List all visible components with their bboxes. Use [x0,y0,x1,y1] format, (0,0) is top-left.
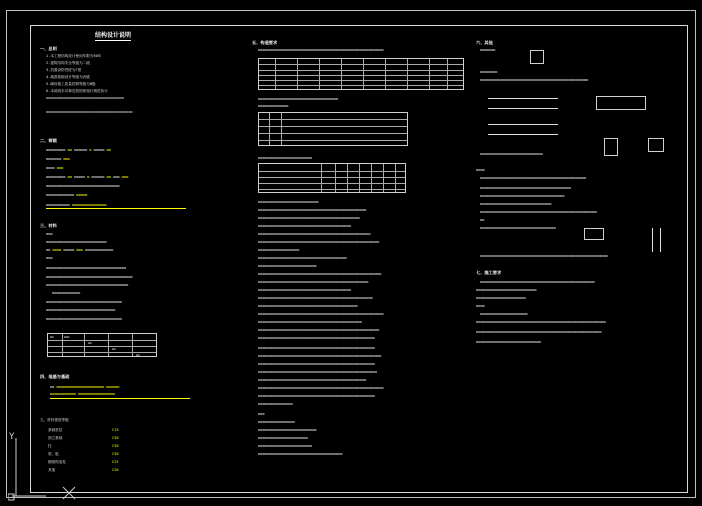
note-line-filler: ▬▬▬▬▬▬▬▬▬▬▬ ▬▬▬▬▬▬▬▬▬▬▬▬▬▬▬▬ [46,203,107,207]
note-line-filler: ▬▬▬▬▬▬▬▬▬▬▬▬▬▬▬▬▬▬▬▬▬▬▬▬▬▬▬▬▬▬▬▬▬▬▬▬▬▬▬▬▬▬▬▬▬▬▬▬▬▬▬▬▬▬▬▬ [258,328,380,332]
note-line-filler: ▬▬▬▬▬▬▬▬▬▬▬▬▬▬▬▬▬▬▬▬▬▬▬▬▬ [258,156,313,160]
underline [46,208,186,209]
detail-sketch [648,138,664,152]
note-line-filler: ▬▬▬▬▬▬▬ [480,48,496,52]
section-heading: 三、材料 [40,223,57,228]
section-heading: 一、总则 [40,46,57,51]
note-line-filler: ▬▬▬▬▬▬▬▬▬▬▬▬▬▬▬▬▬▬▬▬▬▬▬▬▬▬▬ [258,428,317,432]
note-line-filler: ▬▬▬▬▬▬▬▬▬▬▬▬▬▬▬▬▬▬▬▬▬▬▬▬▬▬▬▬▬ [480,152,543,156]
note-line-filler: ▬▬▬▬▬▬▬▬▬▬▬▬▬▬▬▬▬▬▬▬▬▬▬▬▬▬▬▬▬▬▬▬▬▬▬▬▬▬▬▬ [46,110,133,114]
ucs-y-label: Y [9,432,15,442]
note-line-filler: ▬▬▬▬ [476,168,485,172]
lap-table [258,163,406,193]
note-line-filler: ▬▬▬▬▬▬▬▬▬▬▬▬▬▬▬▬▬▬▬▬▬▬▬▬▬▬▬▬▬▬▬▬▬▬▬▬▬ [258,97,339,101]
detail-line [488,108,558,109]
note-line-filler: ▬▬▬▬▬▬▬▬▬▬▬▬▬▬▬▬▬▬▬▬▬▬▬▬▬ [258,444,313,448]
detail-line [660,228,661,252]
material-item-label: 基础垫层 [48,428,63,432]
note-line-filler: ▬▬▬▬▬▬▬▬▬▬▬▬▬▬▬▬▬▬▬▬▬▬▬▬▬▬▬▬▬▬▬▬▬▬▬▬▬▬▬▬▬▬▬▬▬▬▬▬▬▬▬▬▬▬ [258,346,375,350]
material-item-value: C30 [112,452,119,456]
note-line-filler: ▬▬▬▬▬▬▬▬▬▬▬▬▬▬▬▬▬▬▬▬▬▬▬▬▬▬▬▬▬▬▬▬▬▬▬▬▬▬▬▬▬▬▬▬▬▬▬▬ [258,320,362,324]
underline [50,398,190,399]
note-line-filler: ▬▬▬▬▬▬▬▬▬▬▬▬▬▬▬▬▬▬▬▬▬▬▬▬▬▬▬▬▬▬▬▬▬▬▬▬▬▬▬ [258,452,343,456]
note-line-filler: ▬▬▬▬▬▬▬▬▬▬▬▬▬▬▬▬▬▬▬▬▬▬▬▬▬▬▬▬▬▬▬▬▬▬▬▬▬▬▬▬▬▬▬▬▬▬ [258,304,358,308]
note-line-filler: ▬▬▬ [258,412,265,416]
note-line-filler: ▬▬▬▬▬▬▬▬▬▬▬▬▬▬▬▬▬▬▬▬▬▬▬▬▬▬▬▬▬▬▬▬▬▬▬▬▬▬▬▬▬▬▬▬▬▬▬▬▬▬▬ [258,280,369,284]
detail-line [488,124,558,125]
note-line-filler: ▬▬▬▬▬▬▬▬▬▬▬▬▬▬▬▬▬▬▬▬▬▬▬▬▬▬▬▬▬▬▬▬▬▬▬▬▬▬▬▬▬▬▬▬▬▬▬▬▬▬▬▬▬▬▬▬▬▬ [258,48,384,52]
detail-sketch [596,96,646,110]
note-line-filler: ▬▬▬▬▬▬▬▬▬▬▬▬▬▬▬▬▬▬▬▬▬▬▬ [476,296,526,300]
detail-line [488,134,558,135]
note-line-filler: ▬▬▬▬▬▬▬▬▬▬▬▬▬▬▬▬▬▬▬ [258,248,300,252]
note-line-filler: ▬▬▬▬▬▬▬▬▬▬▬▬▬▬▬▬▬▬▬▬▬▬▬▬▬▬▬▬▬▬▬▬▬▬▬▬▬▬▬▬▬▬▬▬▬▬▬▬▬▬▬▬▬ [480,280,595,284]
crosshair-icon [62,486,76,500]
note-line-filler: ▬▬▬▬▬▬▬▬▬ ▬▬ ▬▬▬▬▬▬ ▬ ▬▬▬▬▬ ▬▬ [46,148,111,152]
detail-line [488,98,558,99]
note-line-filler: ▬▬▬▬▬▬▬▬▬▬▬▬▬▬▬▬▬▬▬▬▬▬▬▬▬▬▬▬▬▬▬▬▬▬▬▬▬▬▬ [480,194,565,198]
note-line-filler: ▬▬▬▬▬▬▬▬▬▬▬▬▬▬▬▬▬▬▬▬▬▬▬▬▬▬▬▬▬▬▬▬▬▬▬▬▬▬▬▬▬▬▬▬▬▬▬ [258,216,360,220]
section-heading: 七、施工要求 [476,270,502,275]
note-line-filler: ▬▬▬▬ [476,304,485,308]
note-line-filler: ▬▬▬▬▬▬▬▬▬▬▬▬▬▬▬▬▬▬▬▬▬▬▬▬▬▬▬▬▬▬▬▬▬▬▬▬▬▬▬▬▬▬▬ [258,224,352,228]
material-table: ▬▬ ▬▬▬ ▬▬ ▬▬ ▬▬ [47,333,157,357]
material-item-label: 梁、板 [48,452,59,456]
drawing-frame-inner [30,25,688,493]
cover-table [258,112,408,146]
detail-sketch [604,138,618,156]
note-line-filler: ▬▬▬▬▬▬▬▬▬▬▬▬▬▬▬▬▬▬▬▬▬▬▬▬▬▬▬▬▬▬▬▬ [46,308,116,312]
note-line-filler: ▬▬▬▬▬▬▬▬▬▬▬▬▬▬▬▬▬▬▬▬▬▬▬ [258,436,308,440]
note-line-filler: ▬▬▬▬▬▬▬▬▬▬▬▬▬▬▬▬▬▬▬▬▬▬▬▬▬▬▬▬▬▬▬▬▬▬▬▬▬▬▬▬ [46,275,133,279]
note-line-filler: ▬▬▬▬▬▬▬▬▬▬▬▬▬ ▬▬▬▬▬ [46,193,88,197]
note-line-filler: ▬▬▬▬▬▬▬▬▬▬▬▬▬▬▬▬▬▬▬▬▬▬▬▬▬▬▬▬▬▬▬▬▬▬▬▬▬ [46,266,127,270]
note-line-filler: ▬▬▬▬▬▬▬▬▬▬▬▬▬▬▬▬▬▬▬▬▬▬▬▬▬▬▬▬▬▬▬▬▬▬▬▬▬▬▬▬▬▬▬▬▬▬▬▬▬▬ [258,208,367,212]
note-line-filler: ▬▬ [480,218,485,222]
note-line-filler: ▬▬▬▬▬▬▬▬▬▬▬▬▬▬▬▬▬▬▬▬▬▬▬▬▬▬▬▬ [258,200,319,204]
detail-sketch [584,228,604,240]
note-line-filler: ▬▬▬▬▬▬▬▬▬▬▬▬▬▬▬▬▬▬▬▬▬▬▬▬▬▬▬▬▬▬▬▬▬▬▬▬▬▬▬▬▬▬▬▬▬▬▬▬▬▬▬▬▬▬▬▬▬ [258,354,382,358]
note-line-filler: ▬▬▬▬▬▬▬▬▬▬▬▬▬▬▬▬▬▬▬▬▬▬▬▬▬▬▬▬▬▬▬▬▬▬▬▬▬▬▬▬▬▬▬ [258,288,352,292]
note-line: 1.本工程结构设计使用年限为50年 [46,54,102,58]
note-line-filler: ▬▬▬▬▬▬▬▬▬▬▬▬▬▬▬▬▬▬▬▬▬▬▬▬▬▬▬▬▬▬▬▬▬▬▬▬▬▬▬▬▬▬▬▬▬▬▬▬▬▬▬▬▬▬ [258,362,375,366]
note-line-filler: ▬▬▬▬▬▬▬▬▬▬▬▬▬▬▬▬▬▬▬▬▬▬▬▬▬▬▬▬▬▬▬▬▬▬▬▬▬▬▬▬▬▬▬▬▬▬▬▬▬▬▬▬▬▬▬▬▬▬ [258,312,384,316]
note-line: 6.本说明未尽事宜按国家现行规范执行 [46,89,108,93]
section-heading: 五、构造要求 [252,40,278,45]
note-line-filler: ▬▬▬▬▬▬▬▬▬▬▬▬▬▬▬▬▬▬▬▬▬▬▬▬▬▬▬▬▬▬▬▬▬▬▬▬▬▬▬▬▬▬▬▬▬▬▬▬▬▬▬▬▬▬▬▬▬▬▬ [480,254,608,258]
note-line-filler: ▬▬▬▬▬▬▬▬▬▬▬▬▬▬▬▬▬▬▬▬▬▬▬▬▬▬▬▬▬▬▬▬▬▬ [46,184,120,188]
note-line: 3.抗震设防烈度为7度 [46,68,82,72]
note-line-filler: ▬▬▬▬▬▬▬ ▬▬▬ [46,157,70,161]
note-line-filler: ▬▬▬▬▬▬▬▬▬▬▬▬▬▬▬▬▬▬▬▬▬▬▬▬▬▬▬ [258,264,317,268]
note-line-filler: ▬▬▬▬ ▬▬▬ [46,166,64,170]
note-line-filler: ▬▬▬▬▬▬▬▬▬▬▬▬▬▬▬▬▬▬▬▬▬▬▬▬▬▬▬▬▬▬▬▬▬▬▬▬▬▬▬▬▬▬▬▬▬▬▬▬▬▬▬▬▬▬ [480,210,597,214]
note-line-filler: ▬▬▬▬▬▬▬▬▬▬▬▬▬▬▬▬▬▬▬▬▬▬▬▬▬▬▬▬ [46,240,107,244]
note-line-filler: ▬▬▬▬▬▬▬▬▬▬▬▬▬▬▬▬▬▬▬▬▬▬▬▬▬▬▬▬▬▬▬▬▬▬▬▬▬▬▬▬▬▬▬▬▬▬▬▬▬▬▬▬▬ [258,296,373,300]
note-line-filler: ▬▬▬▬▬▬▬▬▬▬▬▬▬▬▬▬▬▬▬▬▬▬▬▬▬▬▬▬▬▬▬▬▬ [480,202,552,206]
material-item-value: C15 [112,428,119,432]
note-line-filler: ▬▬▬▬▬▬▬▬▬▬▬▬▬▬▬▬▬▬▬▬▬▬▬▬▬▬▬▬▬▬▬▬▬▬▬▬▬▬▬▬▬▬▬▬▬▬▬▬▬▬▬▬▬▬ [258,336,375,340]
note-line-filler: ▬▬▬▬▬▬▬▬▬▬▬▬▬▬▬▬▬▬▬▬▬▬▬▬▬▬▬▬▬▬▬▬▬▬▬▬▬▬▬▬▬▬▬▬▬▬▬▬▬▬▬▬▬▬▬▬▬▬▬▬ [476,320,606,324]
ucs-icon [8,436,48,502]
note-line-filler: ▬▬▬▬▬▬▬▬▬▬▬▬ ▬▬▬▬▬▬▬▬▬▬▬▬▬▬▬▬▬ [50,392,115,396]
section-heading: 六、其他 [476,40,493,45]
note-line: 4.地基基础设计等级为丙级 [46,75,90,79]
material-item-value: C30 [112,444,119,448]
material-item-label: 独立基础 [48,436,63,440]
material-item-label: 其他 [48,468,56,472]
note-line-filler: ▬▬▬▬▬▬▬▬ [480,70,498,74]
note-line-filler: ▬▬▬▬▬▬▬▬▬▬▬▬▬▬▬▬▬▬▬▬▬▬▬▬▬▬▬▬▬▬ [476,340,541,344]
note-line-filler: ▬▬▬▬▬▬▬▬▬▬▬▬▬▬▬▬▬▬▬▬▬▬▬▬▬▬▬▬▬▬▬▬▬▬▬▬▬▬▬▬▬▬▬▬▬▬▬▬▬▬ [480,78,589,82]
note-line-filler: ▬▬▬▬▬▬▬▬▬▬▬▬▬▬▬▬▬▬▬▬▬▬▬▬▬▬▬▬▬▬▬▬▬▬▬▬▬▬▬▬▬▬▬▬▬▬▬▬▬ [480,176,587,180]
note-line-filler: ▬▬▬▬▬▬▬▬▬ ▬▬ ▬▬▬▬▬ ▬ ▬▬▬▬▬▬ ▬▬ ▬▬▬ ▬▬▬ [46,175,129,179]
note-line-filler: ▬▬▬▬▬▬▬▬▬▬▬▬▬▬▬▬▬▬▬▬▬▬▬▬▬▬▬▬▬▬▬▬▬▬▬▬▬▬▬▬▬▬▬▬▬▬▬▬▬▬ [258,378,367,382]
detail-sketch [530,50,544,64]
note-line-filler: ▬▬▬▬▬▬▬▬▬▬▬▬▬▬▬▬▬▬▬▬▬▬▬▬▬▬▬▬▬▬▬▬▬▬▬▬▬▬▬▬▬▬▬▬▬▬▬▬▬▬▬▬ [258,232,371,236]
note-line-filler: ▬▬▬▬▬▬▬▬▬▬▬▬▬▬▬▬▬▬▬▬▬▬ [480,312,528,316]
note-line-filler: ▬▬▬▬▬▬▬▬▬▬▬▬▬▬▬▬▬▬▬▬▬▬▬▬▬▬▬▬ [476,288,537,292]
note-line-filler: ▬▬▬▬▬▬▬▬▬▬▬▬▬▬▬▬ [258,402,293,406]
note-line-filler: ▬▬▬▬▬▬▬▬▬▬▬▬▬▬▬▬▬▬▬▬▬▬▬▬▬▬▬▬▬▬▬▬▬▬▬▬▬▬ [46,283,129,287]
drawing-title: 结构设计说明 [95,32,132,39]
note-line-filler: ▬▬▬▬▬▬▬▬▬▬▬▬▬▬▬▬▬▬▬▬▬▬▬▬▬▬▬▬▬▬▬▬▬▬▬▬▬▬▬▬▬ [258,256,347,260]
bottom-list-header: 九、材料强度等级 [40,418,69,422]
note-line-filler: ▬▬▬▬▬▬▬▬▬▬▬▬▬▬▬▬▬▬▬▬▬▬▬▬▬▬▬▬▬▬▬▬▬▬▬▬ [46,96,124,100]
detail-line [652,228,653,252]
note-line: 5.砌体施工质量控制等级为B级 [46,82,96,86]
material-item-label: 柱 [48,444,52,448]
material-item-value: C30 [112,436,119,440]
note-line: 2.建筑结构安全等级为二级 [46,61,90,65]
note-line-filler: ▬▬▬▬▬▬▬▬▬▬▬▬▬▬▬▬▬▬▬▬▬▬▬▬▬▬▬▬▬▬▬▬▬▬▬▬▬▬▬▬▬▬▬▬▬▬▬▬▬▬▬▬▬▬▬ [258,370,377,374]
note-line-filler: ▬▬▬ [46,232,53,236]
note-line-filler: ▬▬▬▬▬▬▬▬▬▬▬▬▬▬▬▬▬ [258,420,295,424]
note-line-filler: ▬▬▬▬▬▬▬▬▬▬▬▬▬▬▬▬▬▬▬▬▬▬▬▬▬▬▬▬▬▬▬▬▬▬▬▬▬▬▬▬▬▬▬▬▬▬▬▬▬▬▬▬▬▬▬▬▬▬ [258,386,384,390]
section-heading: 四、地基与基础 [40,374,70,379]
note-line-filler: ▬▬▬▬▬▬▬▬▬▬▬▬▬▬▬▬▬▬▬▬▬▬▬▬▬▬▬▬▬▬▬▬▬▬▬ [46,317,122,321]
note-line-filler: ▬▬▬▬▬▬▬▬▬▬▬▬▬▬▬▬▬▬▬▬▬▬▬▬▬▬▬▬▬▬▬▬▬▬▬ [480,226,556,230]
note-line-filler: ▬▬▬▬▬▬▬▬▬▬▬▬▬ [52,291,81,295]
note-line-filler: ▬▬▬▬▬▬▬▬▬▬▬▬▬▬▬▬▬▬▬▬▬▬▬▬▬▬▬▬▬▬▬▬▬▬▬▬▬▬▬▬▬▬▬▬▬▬▬▬▬▬▬▬▬▬▬▬ [258,240,380,244]
section-heading: 二、荷载 [40,138,57,143]
note-line-filler: ▬▬▬ [46,256,53,260]
note-line-filler: ▬▬▬▬▬▬▬▬▬▬▬▬▬▬▬▬▬▬▬▬▬▬▬▬▬▬▬▬▬▬▬▬▬▬▬▬▬▬▬▬▬▬▬▬▬▬▬▬▬▬▬▬▬▬▬▬▬▬ [476,330,602,334]
note-line-filler: ▬▬▬▬▬▬▬▬▬▬▬▬▬▬ [258,104,289,108]
material-item-value: C25 [112,460,119,464]
material-item-value: C20 [112,468,119,472]
note-line-filler: ▬▬ ▬▬▬▬ ▬▬▬▬▬ ▬▬▬ ▬▬▬▬▬▬▬▬▬▬▬▬▬ [46,248,114,252]
note-line-filler: ▬▬▬▬▬▬▬▬▬▬▬▬▬▬▬▬▬▬▬▬▬▬▬▬▬▬▬▬▬▬▬▬▬▬▬▬▬▬▬▬▬▬▬▬▬▬▬▬▬▬▬▬▬▬▬▬▬ [258,272,382,276]
note-line-filler: ▬▬▬▬▬▬▬▬▬▬▬▬▬▬▬▬▬▬▬▬▬▬▬▬▬▬▬▬▬▬▬▬▬▬▬▬▬▬▬▬▬▬ [480,186,571,190]
anchorage-table [258,58,464,90]
note-line-filler: ▬▬▬▬▬▬▬▬▬▬▬▬▬▬▬▬▬▬▬▬▬▬▬▬▬▬▬▬▬▬▬▬▬▬▬ [46,300,122,304]
note-line-filler: ▬▬▬▬▬▬▬▬▬▬▬▬▬▬▬▬▬▬▬▬▬▬▬▬▬▬▬▬▬▬▬▬▬▬▬▬▬▬▬▬▬▬▬▬▬▬▬▬▬▬▬▬▬▬ [258,394,375,398]
material-item-label: 圈梁构造柱 [48,460,66,464]
note-line-filler: ▬▬ ▬▬▬▬▬▬▬▬▬▬▬▬▬▬▬▬▬▬▬▬▬▬ ▬▬▬▬▬▬ [50,385,120,389]
